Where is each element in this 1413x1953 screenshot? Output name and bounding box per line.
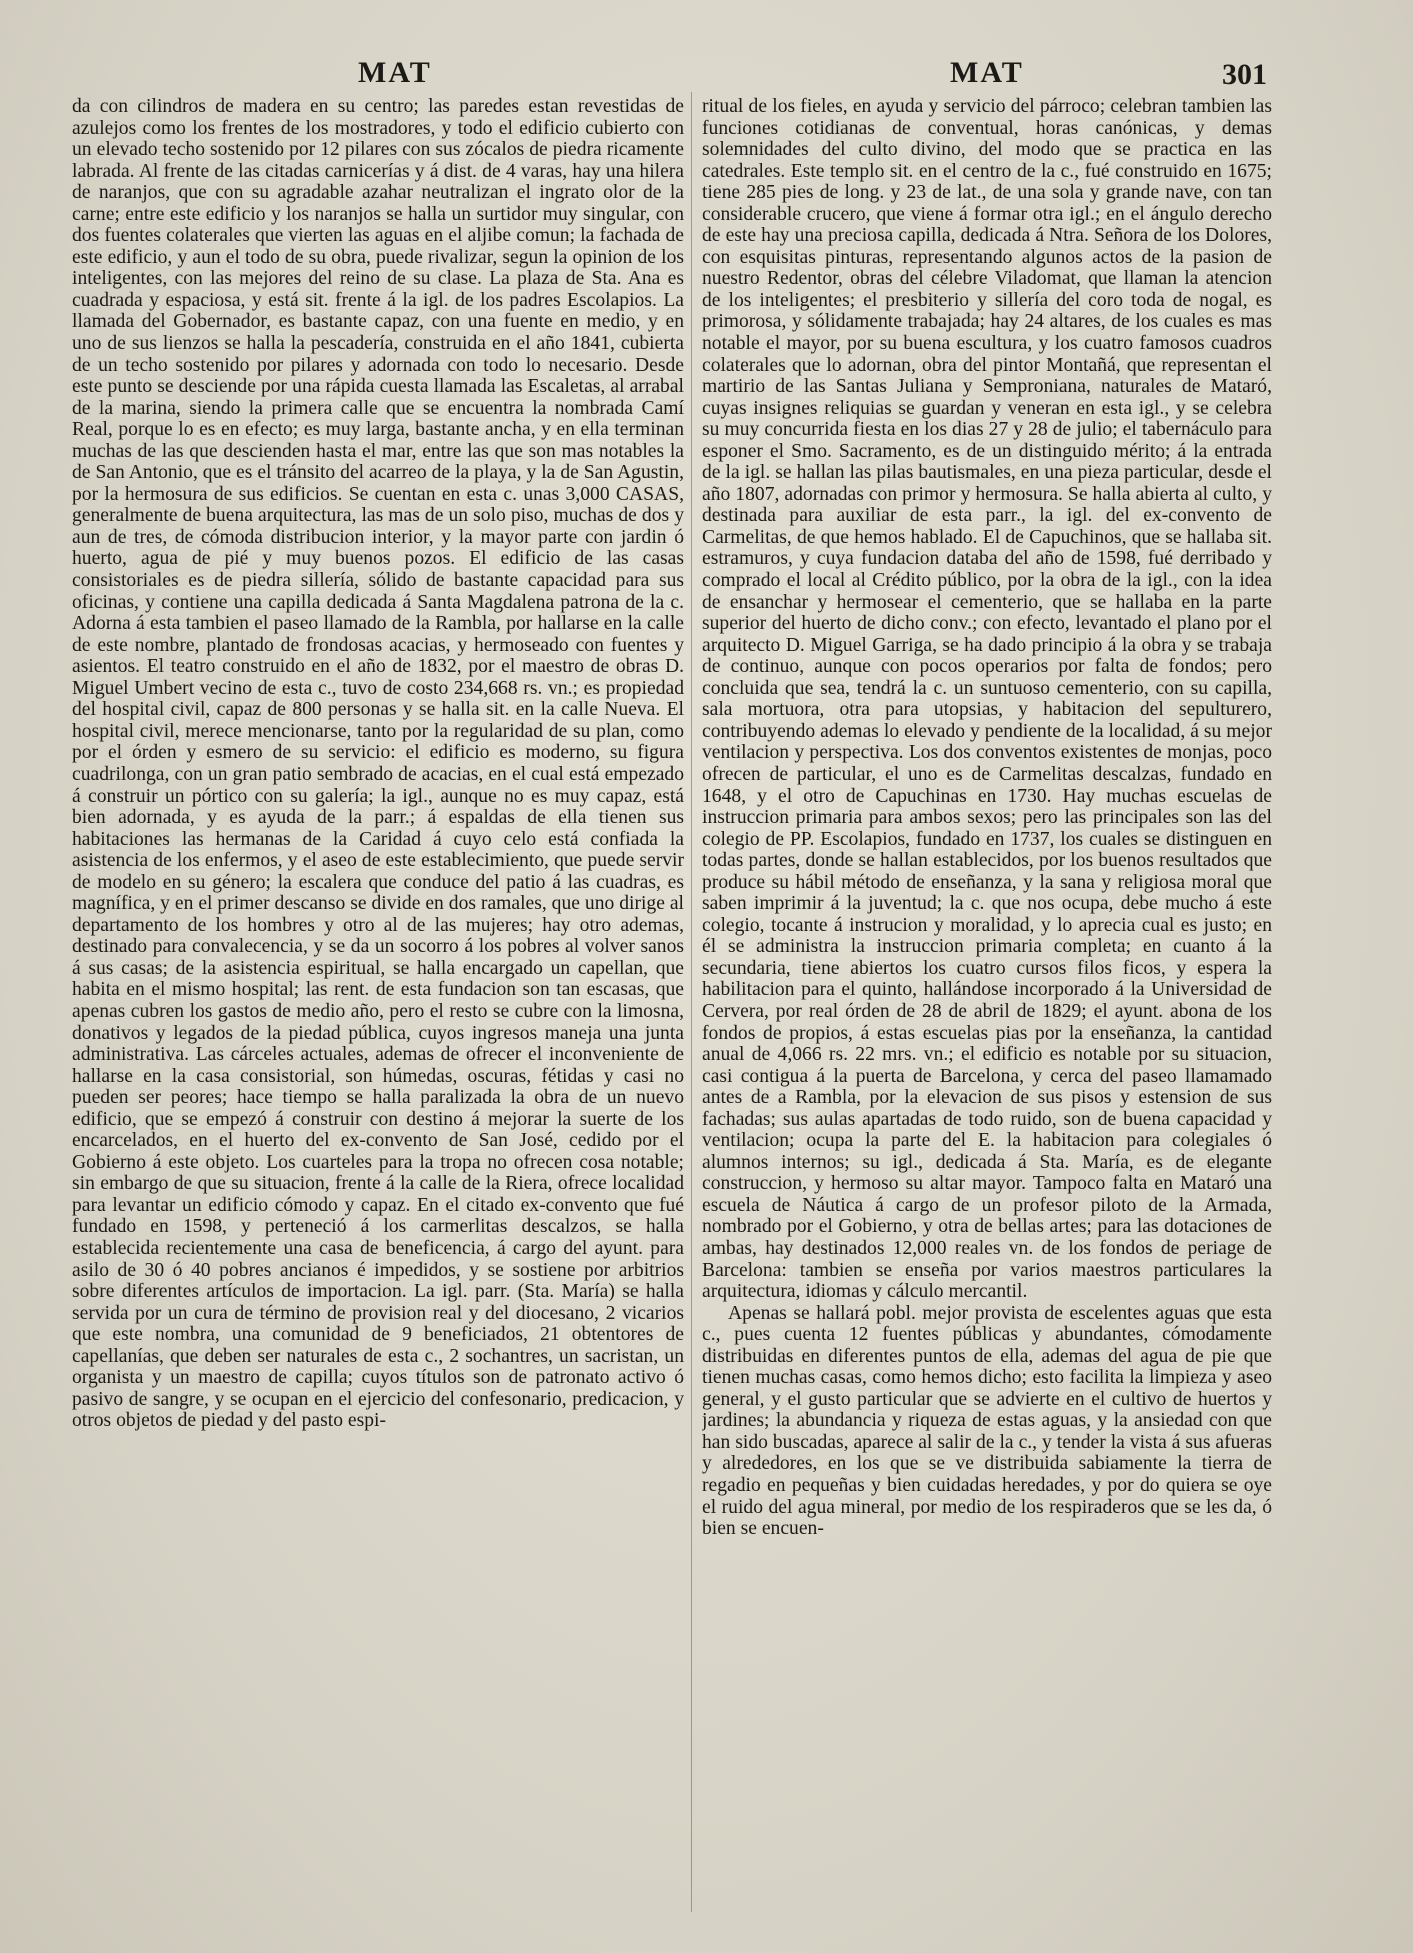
right-column [702, 96, 1272, 1908]
left-column [72, 96, 684, 1908]
right-column-paragraph-1: ritual de los fieles, en ayuda y servicio del párroco; celebran tambien las funciones cotidianas de conventual, horas canónicas, y demas solemnidades del culto divino, del modo que se practica en las catedrales. Este templo sit. en el centro de la c., fué construido en 1675; tiene 285 pies de long. y 23 de lat., de una sola y grande nave, con tan considerable crucero, que viene á formar otra igl.; en el ángulo derecho de este hay una preciosa capilla, dedicada á Ntra. Señora de los Dolores, con esquisitas pinturas, representando algunos actos de la pasion de nuestro Redentor, obras del célebre Viladomat, que llaman la atencion de los inteligentes; el presbiterio y sillería del coro toda de nogal, es primorosa, y sólidamente trabajada; hay 24 altares, de los cuales es mas notable el mayor, por su buena escultura, y los cuatro famosos cuadros colaterales que lo adornan, obra del pintor Montañá, que representan el martirio de las Santas Juliana y Semproniana, naturales de Mataró, cuyas insignes reliquias se guardan y veneran en esta igl., y se celebra su muy concurrida fiesta en los dias 27 y 28 de julio; el tabernáculo para esponer el Smo. Sacramento, es de un distinguido mérito; á la entrada de la igl. se hallan las pilas bautismales, en una pieza particular, desde el año 1807, adornadas con primor y hermosura. Se halla abierta al culto, y destinada para auxiliar de esta parr., la igl. del ex-convento de Carmelitas, de que hemos hablado. El de Capuchinos, que se hallaba sit. estramuros, y cuya fundacion databa del año de 1598, fué derribado y comprado el local al Crédito público, por la obra de la igl., con la idea de ensanchar y hermosear el cementerio, que se hallaba en la parte superior del huerto de dicho conv.; con efecto, levantado el plano por el arquitecto D. Miguel Garriga, se ha dado principio á la obra y se trabaja de continuo, aunque con pocos operarios por falta de fondos; pero concluida que sea, tendrá la c. un suntuoso cementerio, con su capilla, sala mortuora, otra para utopsias, y habitacion del sepulturero, contribuyendo ademas lo elevado y pendiente de la localidad, á su mejor ventilacion y perspectiva. Los dos conventos existentes de monjas, poco ofrecen de particular, el uno es de Carmelitas descalzas, fundado en 1648, y el otro de Capuchinas en 1730. Hay muchas escuelas de instruccion primaria para ambos sexos; pero las principales son las del colegio de PP. Escolapios, fundado en 1737, los cuales se distinguen en todas partes, donde se hallan establecidos, por los buenos resultados que produce su hábil método de enseñanza, y la sana y religiosa moral que saben imprimir á la juventud; la c. que nos ocupa, debe mucho á este colegio, tocante á instrucion y moralidad, y lo aprecia cual es justo; en él se administra la instruccion primaria completa; en cuanto á la secundaria, tiene abiertos los cuatro cursos filos ficos, y espera la habilitacion para el quinto, hallándose incorporado á la Universidad de Cervera, por real órden de 28 de abril de 1829; el ayunt. abona de los fondos de propios, á estas escuelas pias por la enseñanza, la cantidad anual de 4,066 rs. 22 mrs. vn.; el edificio es notable por su situacion, casi contigua á la puerta de Barcelona, y cerca del paseo llamamado antes de a Rambla, por la elevacion de sus pisos y estension de sus fachadas; sus aulas apartadas de todo ruido, son de buena capacidad y ventilacion; ocupa la parte del E. la habitacion para colegiales ó alumnos internos; su igl., dedicada á Sta. María, es de elegante construccion, y hermoso su altar mayor. Tampoco falta en Mataró una escuela de Náutica á cargo de un profesor piloto de la Armada, nombrado por el Gobierno, y otra de bellas artes; para las dotaciones de ambas, hay destinados 12,000 reales vn. de los fondos de periage de Barcelona: tambien se enseña por varios maestros particulares la arquitectura, idiomas y cálculo mercantil. [702, 96, 1272, 1303]
page-number: 301 [1222, 58, 1267, 91]
right-running-header: MAT [950, 56, 1024, 89]
right-column-paragraph-2: Apenas se hallará pobl. mejor provista de escelentes aguas que esta c., pues cuenta 12 fuentes públicas y abundantes, cómodamente distribuidas en diferentes puntos de ella, ademas del agua de pie que tienen muchas casas, como hemos dicho; esto facilita la limpieza y aseo general, y el gusto particular que se advierte en el cultivo de huertos y jardines; la abundancia y riqueza de estas aguas, y la ansiedad con que han sido buscadas, aparece al salir de la c., y tender la vista á sus afueras y alrededores, en los que se ve distribuida sabiamente la tierra de regadio en pequeñas y bien cuidadas heredades, y por do quiera se oye el ruido del agua mineral, por medio de los respiraderos que se les da, ó bien se encuen- [702, 1302, 1272, 1540]
column-divider [691, 92, 692, 1912]
left-running-header: MAT [358, 56, 432, 89]
left-column-paragraph-1: da con cilindros de madera en su centro; las paredes estan revestidas de azulejos como los frentes de los mostradores, y todo el edificio cubierto con un elevado techo sostenido por 12 pilares con sus zócalos de piedra ricamente labrada. Al frente de las citadas carnicerías y á dist. de 4 varas, hay una hilera de naranjos, que con su agradable azahar neutralizan el ingrato olor de la carne; entre este edificio y los naranjos se halla un surtidor muy singular, con dos fuentes colaterales que vierten las aguas en el aljibe comun; la fachada de este edificio, y aun el todo de su obra, puede rivalizar, segun la opinion de los inteligentes, con las mejores del reino de su clase. La plaza de Sta. Ana es cuadrada y espaciosa, y está sit. frente á la igl. de los padres Escolapios. La llamada del Gobernador, es bastante capaz, con una fuente en medio, y en uno de sus lienzos se halla la pescadería, construida en el año 1841, cubierta de un techo sostenido por pilares y adornada con todo lo necesario. Desde este punto se desciende por una rápida cuesta llamada las Escaletas, al arrabal de la marina, siendo la primera calle que se encuentra la nombrada Camí Real, porque lo es en efecto; es muy larga, bastante ancha, y en ella terminan muchas de las que descienden hasta el mar, entre las que son mas notables la de San Antonio, que es el tránsito del acarreo de la playa, y la de San Agustin, por la hermosura de sus edificios. Se cuentan en esta c. unas 3,000 CASAS, generalmente de buena arquitectura, las mas de un solo piso, muchas de dos y aun de tres, de cómoda distribucion interior, y la mayor parte con jardin ó huerto, agua de pié y muy buenos pozos. El edificio de las casas consistoriales es de piedra sillería, sólido de bastante capacidad para sus oficinas, y contiene una capilla dedicada á Santa Magdalena patrona de la c. Adorna á esta tambien el paseo llamado de la Rambla, por hallarse en la calle de este nombre, plantado de frondosas acacias, y hermoseado con fuentes y asientos. El teatro construido en el año de 1832, por el maestro de obras D. Miguel Umbert vecino de esta c., tuvo de costo 234,668 rs. vn.; es propiedad del hospital civil, capaz de 800 personas y se halla sit. en la calle Nueva. El hospital civil, merece mencionarse, tanto por la regularidad de su plan, como por el órden y esmero de su servicio: el edificio es moderno, su figura cuadrilonga, con un gran patio sembrado de acacias, en el cual está empezado á construir un pórtico con su galería; la igl., aunque no es muy capaz, está bien adornada, y es ayuda de la parr.; á espaldas de ella tienen sus habitaciones las hermanas de la Caridad á cuyo celo está confiada la asistencia de los enfermos, y el aseo de este establecimiento, que puede servir de modelo en su género; la escalera que conduce del patio á las cuadras, es magnífica, y en el primer descanso se divide en dos ramales, que uno dirige al departamento de los hombres y otro al de las mujeres; hay otro ademas, destinado para convalecencia, y se da un socorro á los pobres al volver sanos á sus casas; de la asistencia espiritual, se halla encargado un capellan, que habita en el mismo hospital; las rent. de esta fundacion son tan escasas, que apenas cubren los gastos de medio año, pero el resto se cubre con la limosna, donativos y legados de la piedad pública, cuyos ingresos maneja una junta administrativa. Las cárceles actuales, ademas de ofrecer el inconveniente de hallarse en la casa consistorial, son húmedas, oscuras, fétidas y casi no pueden ser peores; hace tiempo se halla paralizada la obra de un nuevo edificio, que se empezó á construir con destino á mejorar la suerte de los encarcelados, en el huerto del ex-convento de San José, cedido por el Gobierno á este objeto. Los cuarteles para la tropa no ofrecen cosa notable; sin embargo de que su situacion, frente á la calle de la Riera, ofrece localidad para levantar un edificio cómodo y capaz. En el citado ex-convento que fué fundado en 1598, y perteneció á los carmerlitas descalzos, se halla establecida recientemente una casa de beneficencia, á cargo del ayunt. para asilo de 30 ó 40 pobres ancianos é impedidos, y se sostiene por arbitrios sobre diferentes artículos de importacion. La igl. parr. (Sta. María) se halla servida por un cura de término de provision real y del diocesano, 2 vicarios que este nombra, una comunidad de 9 beneficiados, 21 obtentores de capellanías, que deben ser naturales de esta c., 2 sochantres, un sacristan, un organista y un maestro de capilla; cuyos títulos son de patronato activo ó pasivo de sangre, y se ocupan en el ejercicio del confesonario, predicacion, y otros objetos de piedad y del pasto espi- [72, 96, 684, 1432]
